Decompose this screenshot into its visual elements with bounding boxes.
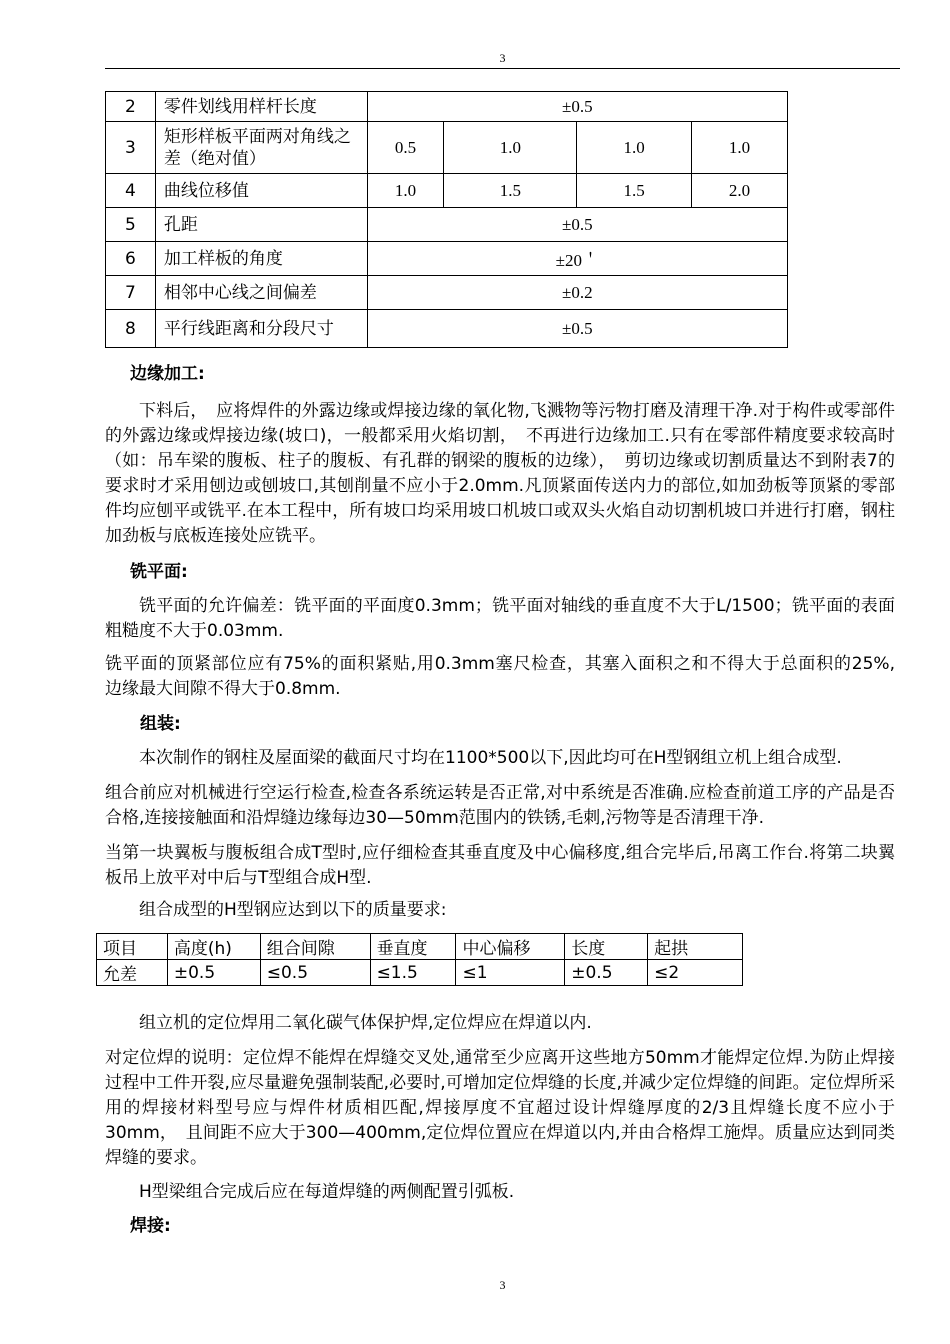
item-label: 零件划线用样杆长度	[155, 92, 367, 122]
item-label: 加工样板的角度	[155, 242, 367, 276]
tack-paragraph-3: H型梁组合完成后应在每道焊缝的两侧配置引弧板.	[139, 1182, 515, 1202]
quality-value-cell: 允差	[97, 960, 168, 986]
edge-heading: 边缘加工:	[130, 364, 205, 384]
quality-table	[96, 933, 743, 986]
item-label: 孔距	[155, 208, 367, 242]
tolerance-value: 2.0	[692, 174, 788, 208]
assembly-paragraph-3: 当第一块翼板与腹板组合成T型时,应仔细检查其垂直度及中心偏移度,组合完毕后,吊离工作台.将第二块翼板吊上放平对中后与T型组合成H型.	[105, 843, 895, 888]
row-number: 8	[106, 310, 156, 348]
row-number: 6	[106, 242, 156, 276]
tolerance-value: ±0.2	[367, 276, 787, 310]
row-number: 5	[106, 208, 156, 242]
tolerance-value: 1.5	[577, 174, 692, 208]
quality-header-cell: 中心偏移	[456, 934, 565, 960]
quality-value-cell: ≤1	[456, 960, 565, 986]
quality-value-cell: ≤1.5	[370, 960, 456, 986]
tolerance-row	[106, 242, 788, 276]
mill-paragraph-1: 铣平面的允许偏差：铣平面的平面度0.3mm；铣平面对轴线的垂直度不大于L/1500；铣平面的表面粗糙度不大于0.03mm.	[105, 596, 895, 641]
tolerance-row	[106, 208, 788, 242]
tack-paragraph-1: 组立机的定位焊用二氧化碳气体保护焊,定位焊应在焊道以内.	[139, 1013, 592, 1033]
mill-paragraph-2: 铣平面的顶紧部位应有75%的面积紧贴,用0.3mm塞尺检查，其塞入面积之和不得大于总面积的25%, 边缘最大间隙不得大于0.8mm.	[105, 654, 929, 699]
row-number: 4	[106, 174, 156, 208]
quality-header-cell: 组合间隙	[260, 934, 370, 960]
quality-header-cell: 起拱	[648, 934, 743, 960]
tolerance-row	[106, 122, 788, 174]
row-number: 3	[106, 122, 156, 174]
tolerance-row	[106, 276, 788, 310]
quality-header-cell: 项目	[97, 934, 168, 960]
page-number-top: 3	[499, 51, 506, 65]
tolerance-value: ±0.5	[367, 92, 787, 122]
edge-paragraph: 下料后， 应将焊件的外露边缘或焊接边缘的氧化物,飞溅物等污物打磨及清理干净.对于构件或零部件的外露边缘或焊接边缘(坡口)，一般都采用火焰切割， 不再进行边缘加工.只有在零部件精度要求较高时（如：吊车梁的腹板、柱子的腹板、有孔群的钢梁的腹板的边缘）， 剪切边缘或切割质量达不到附表7的要求时才采用刨边或刨坡口,其刨削量不应小于2.0mm.凡顶紧面传送内力的部位,如加劲板等顶紧的零部件均应刨平或铣平.在本工程中，所有坡口均采用坡口机坡口或双头火焰自动切割机坡口并进行打磨，钢柱加劲板与底板连接处应铣平。	[105, 401, 895, 546]
tolerance-value: 1.5	[444, 174, 577, 208]
tolerance-value: 1.0	[444, 122, 577, 174]
assembly-paragraph-4: 组合成型的H型钢应达到以下的质量要求:	[139, 900, 447, 920]
quality-table-header-row	[97, 934, 743, 960]
tolerance-value: ±20＇	[367, 242, 787, 276]
page-number-bottom: 3	[499, 1278, 506, 1292]
item-label: 曲线位移值	[155, 174, 367, 208]
tolerance-table	[105, 91, 788, 348]
tolerance-value: ±0.5	[367, 310, 787, 348]
quality-header-cell: 高度(h)	[167, 934, 260, 960]
tolerance-value: 1.0	[692, 122, 788, 174]
item-label: 相邻中心线之间偏差	[155, 276, 367, 310]
tolerance-row	[106, 310, 788, 348]
tolerance-value: 1.0	[367, 174, 444, 208]
quality-header-cell: 长度	[565, 934, 648, 960]
tolerance-row	[106, 174, 788, 208]
row-number: 7	[106, 276, 156, 310]
quality-value-cell: ≤2	[648, 960, 743, 986]
quality-table-value-row	[97, 960, 743, 986]
tolerance-value: 0.5	[367, 122, 444, 174]
tolerance-value: 1.0	[577, 122, 692, 174]
quality-value-cell: ±0.5	[167, 960, 260, 986]
assembly-heading: 组装:	[140, 714, 181, 734]
tack-paragraph-2: 对定位焊的说明：定位焊不能焊在焊缝交叉处,通常至少应离开这些地方50mm才能焊定位焊.为防止焊接过程中工件开裂,应尽量避免强制装配,必要时,可增加定位焊缝的长度,并减少定位焊缝的间距。定位焊所采用的焊接材料型号应与焊件材质相匹配,焊接厚度不宜超过设计焊缝厚度的2/3且焊缝长度不应小于30mm， 且间距不应大于300—400mm,定位焊位置应在焊道以内,并由合格焊工施焊。质量应达到同类焊缝的要求。	[105, 1048, 895, 1168]
row-number: 2	[106, 92, 156, 122]
item-label: 平行线距离和分段尺寸	[155, 310, 367, 348]
item-label: 矩形样板平面两对角线之差（绝对值）	[155, 122, 367, 174]
weld-heading: 焊接:	[130, 1216, 171, 1236]
quality-header-cell: 垂直度	[370, 934, 456, 960]
quality-value-cell: ±0.5	[565, 960, 648, 986]
quality-value-cell: ≤0.5	[260, 960, 370, 986]
header-rule	[105, 68, 900, 69]
assembly-paragraph-1: 本次制作的钢柱及屋面梁的截面尺寸均在1100*500以下,因此均可在H型钢组立机上组合成型.	[139, 748, 842, 768]
mill-heading: 铣平面:	[130, 562, 188, 582]
tolerance-value: ±0.5	[367, 208, 787, 242]
assembly-paragraph-2: 组合前应对机械进行空运行检查,检查各系统运转是否正常,对中系统是否准确.应检查前道工序的产品是否合格,连接接触面和沿焊缝边缘每边30—50mm范围内的铁锈,毛刺,污物等是否清理干净.	[105, 783, 895, 828]
tolerance-row	[106, 92, 788, 122]
